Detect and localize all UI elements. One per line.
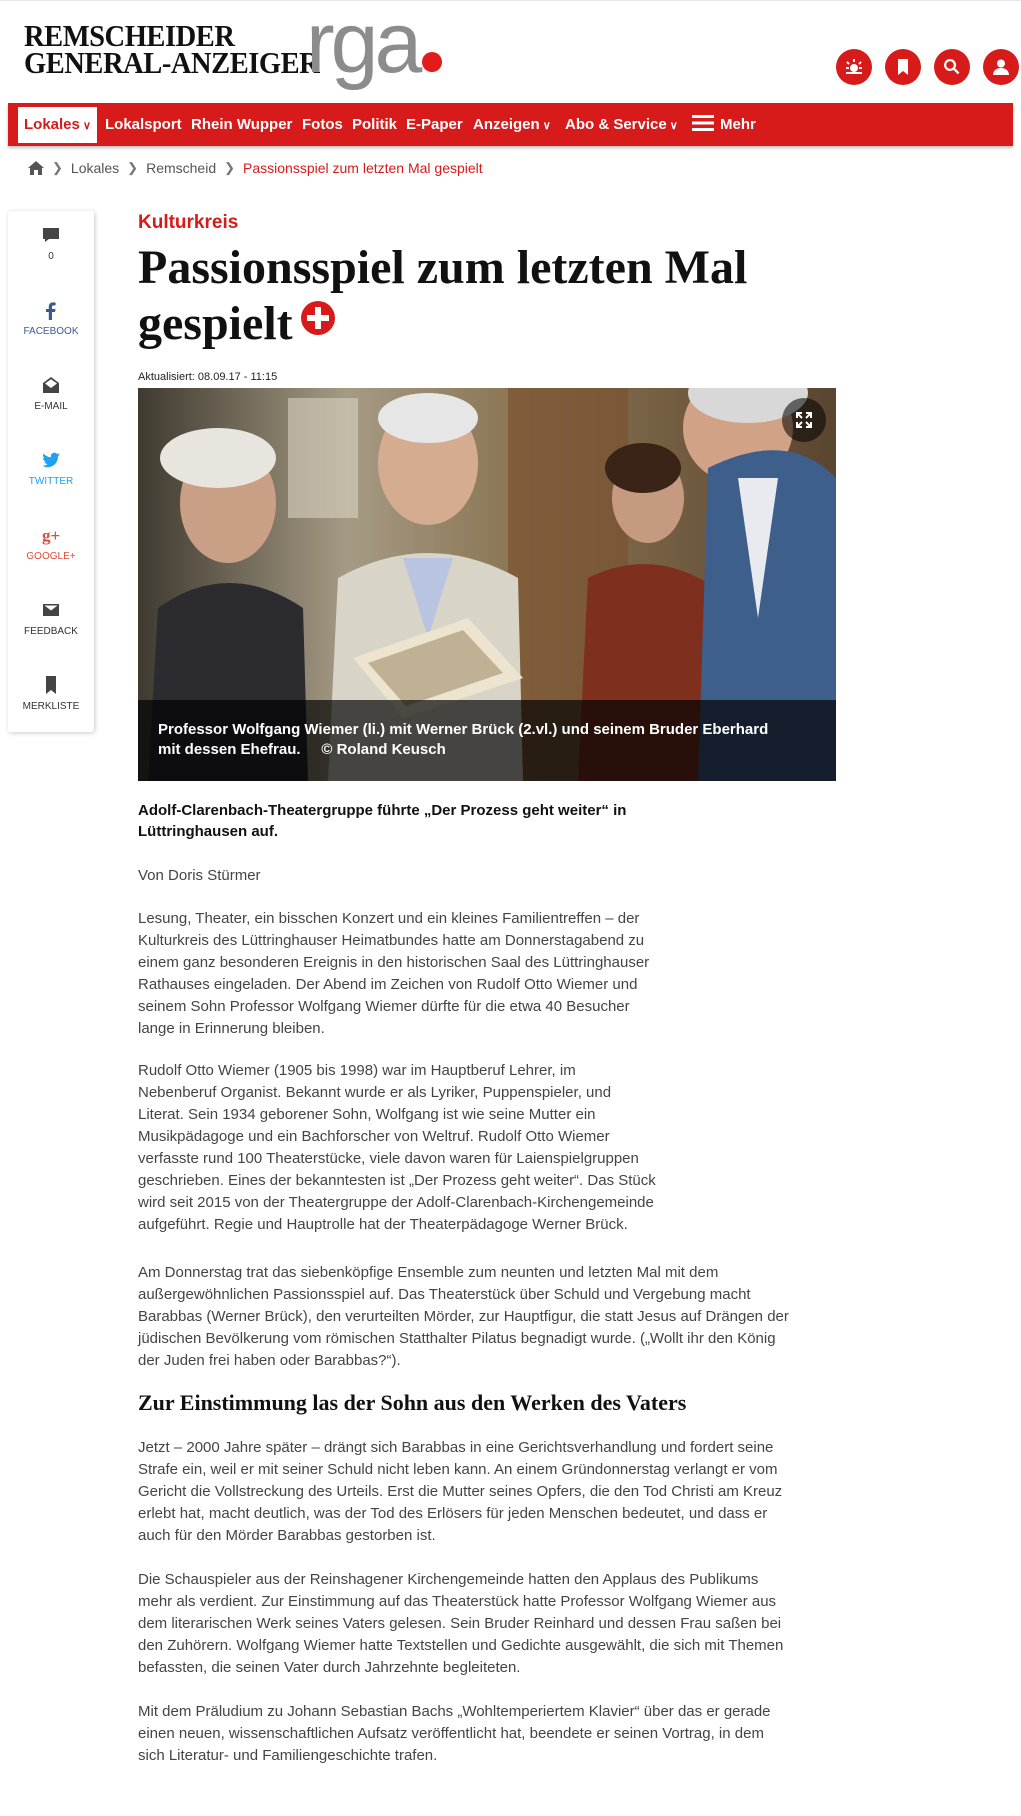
weather-button[interactable] bbox=[836, 49, 872, 85]
breadcrumb-remscheid[interactable]: Remscheid bbox=[146, 160, 217, 176]
caption-line-2: mit dessen Ehefrau. © Roland Keusch bbox=[158, 741, 446, 758]
expand-image-button[interactable] bbox=[782, 398, 826, 442]
text-line: erlebt hat, macht deutlich, was der Tod des Erlösers für jeden Menschen bedeutet, und dass er bbox=[138, 1505, 768, 1522]
photo-caption bbox=[138, 700, 836, 781]
top-border bbox=[0, 0, 1021, 1]
text-line: Barabbas (Werner Brück), den verurteilten Mörder, zur Hauptfigur, die statt Jesus auf Drängen der bbox=[138, 1308, 789, 1325]
text-line: einen neuen, wissenschaftlichen Aufsatz veröffentlicht hat, beendete er seinen Vortrag, in dem bbox=[138, 1725, 764, 1742]
chevron-right-icon: ❯ bbox=[52, 160, 63, 175]
text-line: Am Donnerstag trat das siebenköpfige Ensemble zum neunten und letzten Mal mit dem bbox=[138, 1264, 719, 1281]
nav-item-fotos[interactable]: Fotos bbox=[302, 116, 343, 133]
chevron-down-icon: ∨ bbox=[82, 120, 91, 132]
nav-item-rhein-wupper[interactable]: Rhein Wupper bbox=[191, 116, 293, 133]
text-line: seinem Sohn Professor Wolfgang Wiemer dürfte für die etwa 40 Besucher bbox=[138, 998, 630, 1015]
facebook-share-button[interactable] bbox=[8, 286, 94, 356]
user-icon bbox=[991, 57, 1011, 77]
nav-label: Anzeigen bbox=[473, 116, 540, 133]
share-label: FEEDBACK bbox=[24, 626, 78, 637]
nav-item-epaper[interactable]: E-Paper bbox=[406, 116, 463, 133]
chevron-right-icon: ❯ bbox=[127, 160, 139, 175]
breadcrumb bbox=[28, 160, 483, 176]
lead-line: Lüttringhausen auf. bbox=[138, 823, 278, 840]
text-line: auch für den Mörder Barabbas gestorben ist. bbox=[138, 1527, 436, 1544]
googleplus-share-button[interactable] bbox=[8, 511, 94, 581]
article-author: Von Doris Stürmer bbox=[138, 867, 261, 884]
share-label: GOOGLE+ bbox=[26, 551, 76, 562]
nav-label: Mehr bbox=[720, 116, 756, 133]
chevron-right-icon: ❯ bbox=[224, 160, 236, 175]
text-line: Musikpädagoge und ein Bachforscher von Weltruf. Rudolf Otto Wiemer bbox=[138, 1128, 610, 1145]
breadcrumb-current: Passionsspiel zum letzten Mal gespielt bbox=[243, 160, 483, 176]
article-paragraph-2 bbox=[138, 1060, 656, 1236]
logo-line-2: GENERAL-ANZEIGER bbox=[24, 45, 320, 80]
article-paragraph-5 bbox=[138, 1569, 783, 1679]
article-headline bbox=[138, 240, 858, 352]
article-kicker: Kulturkreis bbox=[138, 212, 239, 233]
text-line: Gericht die Vollstreckung des Urteils. Erst die Mutter seines Opfers, die den Tod Christi am Kreuz bbox=[138, 1483, 783, 1500]
share-label: MERKLISTE bbox=[22, 701, 80, 712]
comments-count: 0 bbox=[48, 251, 54, 262]
envelope-icon bbox=[41, 600, 61, 620]
twitter-icon bbox=[41, 450, 61, 470]
header-tools bbox=[836, 49, 1021, 85]
logo-wordmark bbox=[24, 18, 320, 80]
google-plus-icon bbox=[41, 525, 61, 545]
nav-item-lokalsport[interactable]: Lokalsport bbox=[105, 116, 182, 133]
text-line: Strafe ein, weil er mit seiner Schuld nicht leben kann. An einem Gründonnerstag verlangt er vom bbox=[138, 1461, 778, 1478]
text-line: der Juden frei haben oder Barabbas?“). bbox=[138, 1352, 401, 1369]
envelope-open-icon bbox=[41, 375, 61, 395]
logo-mark bbox=[306, 0, 442, 91]
text-line: geschrieben. Eines der bekanntesten ist „Der Prozess geht weiter“. Das Stück bbox=[138, 1172, 656, 1189]
text-line: wird seit 2015 von der Theatergruppe der Adolf-Clarenbach-Kirchengemeinde bbox=[138, 1194, 654, 1211]
text-line: lange in Erinnerung bleiben. bbox=[138, 1020, 325, 1037]
text-line: außergewöhnlichen Passionsspiel auf. Das Theaterstück über Schuld und Vergebung macht bbox=[138, 1286, 751, 1303]
text-line: Kulturkreis des Lüttringhauser Heimatbundes hatte am Donnerstagabend zu bbox=[138, 932, 645, 949]
text-line: den Zuhörern. Wolfgang Wiemer hatte Textstellen und Gedichte ausgewählt, die sich mit Themen bbox=[138, 1637, 784, 1654]
text-line: sich Literatur- und Familiengeschichte trafen. bbox=[138, 1747, 438, 1764]
updated-timestamp: Aktualisiert: 08.09.17 - 11:15 bbox=[138, 371, 278, 383]
nav-label: Lokales bbox=[24, 116, 80, 133]
search-icon bbox=[942, 57, 962, 77]
text-line: mehr als verdient. Zur Einstimmung auf das Theaterstück hatte Professor Wolfgang Wiemer aus bbox=[138, 1593, 777, 1610]
article-lead bbox=[138, 800, 698, 842]
text-line: Literat. Sein 1934 geborener Sohn, Wolfgang ist wie seine Mutter ein bbox=[138, 1106, 596, 1123]
bookmark-icon bbox=[41, 675, 61, 695]
menu-icon bbox=[692, 115, 714, 131]
facebook-icon bbox=[41, 300, 61, 320]
text-line: verfasste rund 100 Theaterstücke, viele davon waren für Laienspielgruppen bbox=[138, 1150, 639, 1167]
logo-dot bbox=[422, 52, 442, 72]
expand-icon bbox=[794, 410, 814, 430]
home-icon[interactable] bbox=[28, 161, 44, 175]
text-line: einem ganz besonderen Ereignis in den historischen Saal des Lüttringhauser bbox=[138, 954, 650, 971]
text-line: Mit dem Präludium zu Johann Sebastian Bachs „Wohltemperiertem Klavier“ über das er gerade bbox=[138, 1703, 771, 1720]
feedback-button[interactable] bbox=[8, 586, 94, 656]
text-line: Nebenberuf Organist. Bekannt wurde er als Lyriker, Puppenspieler, und bbox=[138, 1084, 612, 1101]
nav-item-lokales[interactable] bbox=[18, 107, 97, 143]
email-share-button[interactable] bbox=[8, 361, 94, 431]
article-photo[interactable] bbox=[138, 388, 836, 781]
nav-item-politik[interactable]: Politik bbox=[352, 116, 398, 133]
user-button[interactable] bbox=[983, 49, 1019, 85]
nav-item-anzeigen[interactable] bbox=[473, 103, 551, 146]
merkliste-button[interactable] bbox=[8, 661, 94, 731]
weather-icon bbox=[844, 57, 864, 77]
nav-item-abo-service[interactable] bbox=[565, 103, 678, 146]
bookmark-button[interactable] bbox=[885, 49, 921, 85]
text-line: Rudolf Otto Wiemer (1905 bis 1998) war im Hauptberuf Lehrer, im bbox=[138, 1062, 576, 1079]
comments-button[interactable] bbox=[8, 211, 94, 281]
article-paragraph-4 bbox=[138, 1437, 782, 1547]
plus-badge-icon bbox=[301, 301, 335, 335]
bookmark-icon bbox=[893, 57, 913, 77]
text-line: dem literarischen Werk seines Vaters gelesen. Sein Bruder Reinhard und dessen Frau saßen bei bbox=[138, 1615, 782, 1632]
logo-mark-text: rga bbox=[306, 0, 419, 91]
site-logo[interactable] bbox=[24, 0, 464, 94]
text-line: jüdischen Bevölkerung vom römischen Statthalter Pilatus begnadigt wurde. („Wollt ihr den König bbox=[138, 1330, 776, 1347]
text-line: befassten, die seinen Vater durch Jahrzehnte begleiteten. bbox=[138, 1659, 521, 1676]
lead-line: Adolf-Clarenbach-Theatergruppe führte „Der Prozess geht weiter“ in bbox=[138, 802, 627, 819]
share-label: E-MAIL bbox=[34, 401, 68, 412]
headline-line-2: gespielt bbox=[138, 297, 293, 350]
text-line: Jetzt – 2000 Jahre später – drängt sich Barabbas in eine Gerichtsverhandlung und fordert seine bbox=[138, 1439, 774, 1456]
text-line: Die Schauspieler aus der Reinshagener Kirchengemeinde hatten den Applaus des Publikums bbox=[138, 1571, 759, 1588]
twitter-share-button[interactable] bbox=[8, 436, 94, 506]
text-line: aufgeführt. Regie und Hauptrolle hat der Theaterpädagoge Werner Brück. bbox=[138, 1216, 628, 1233]
chevron-down-icon: ∨ bbox=[669, 120, 678, 132]
main-nav bbox=[8, 103, 1013, 146]
nav-item-mehr[interactable] bbox=[692, 103, 756, 146]
breadcrumb-lokales[interactable]: Lokales bbox=[70, 160, 120, 176]
headline-line-1: Passionsspiel zum letzten Mal bbox=[138, 241, 748, 294]
svg-text:g+: g+ bbox=[42, 526, 61, 545]
article-paragraph-6 bbox=[138, 1701, 771, 1767]
article-subheading: Zur Einstimmung las der Sohn aus den Werken des Vaters bbox=[138, 1390, 687, 1415]
comment-icon bbox=[41, 225, 61, 245]
search-button[interactable] bbox=[934, 49, 970, 85]
text-line: Lesung, Theater, ein bisschen Konzert und ein kleines Familientreffen – der bbox=[138, 910, 640, 927]
text-line: Rathauses eingeladen. Der Abend im Zeichen von Rudolf Otto Wiemer und bbox=[138, 976, 638, 993]
logo-line-1: REMSCHEIDER bbox=[24, 18, 235, 53]
share-sidebar bbox=[8, 211, 94, 732]
chevron-down-icon: ∨ bbox=[542, 120, 551, 132]
share-label: FACEBOOK bbox=[23, 326, 79, 337]
article-paragraph-1 bbox=[138, 908, 649, 1040]
nav-label: Abo & Service bbox=[565, 116, 667, 133]
caption-line-1: Professor Wolfgang Wiemer (li.) mit Werner Brück (2.vl.) und seinem Bruder Eberhard bbox=[158, 721, 769, 738]
article-paragraph-3 bbox=[138, 1262, 789, 1372]
share-label: TWITTER bbox=[28, 476, 74, 487]
